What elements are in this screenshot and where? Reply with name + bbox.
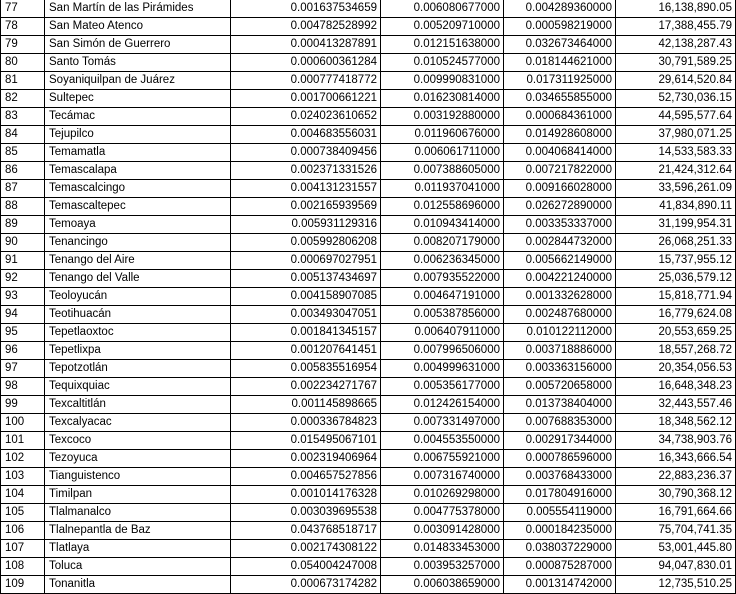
row-number: 87 xyxy=(1,180,45,198)
coefficient-2: 0.003091428000 xyxy=(381,522,504,540)
row-number: 98 xyxy=(1,378,45,396)
coefficient-2: 0.009990831000 xyxy=(381,72,504,90)
coefficient-2: 0.010943414000 xyxy=(381,216,504,234)
municipality-name: Texcaltitlán xyxy=(45,396,231,414)
amount: 37,980,071.25 xyxy=(616,126,736,144)
coefficient-3: 0.017311925000 xyxy=(504,72,616,90)
coefficient-2: 0.004553550000 xyxy=(381,432,504,450)
coefficient-3: 0.032673464000 xyxy=(504,36,616,54)
amount: 16,779,624.08 xyxy=(616,306,736,324)
row-number: 102 xyxy=(1,450,45,468)
coefficient-2: 0.006061711000 xyxy=(381,144,504,162)
amount: 32,443,557.46 xyxy=(616,396,736,414)
coefficient-2: 0.012558696000 xyxy=(381,198,504,216)
coefficient-2: 0.003192880000 xyxy=(381,108,504,126)
coefficient-1: 0.004782528992 xyxy=(231,18,381,36)
municipality-name: Tecámac xyxy=(45,108,231,126)
coefficient-1: 0.000697027951 xyxy=(231,252,381,270)
table-row xyxy=(1,126,736,144)
coefficient-3: 0.018144621000 xyxy=(504,54,616,72)
coefficient-1: 0.004158907085 xyxy=(231,288,381,306)
coefficient-1: 0.015495067101 xyxy=(231,432,381,450)
table-row xyxy=(1,288,736,306)
coefficient-3: 0.000184235000 xyxy=(504,522,616,540)
table-row xyxy=(1,216,736,234)
amount: 31,199,954.31 xyxy=(616,216,736,234)
amount: 15,737,955.12 xyxy=(616,252,736,270)
coefficient-1: 0.002319406964 xyxy=(231,450,381,468)
municipality-name: Timilpan xyxy=(45,486,231,504)
coefficient-1: 0.024023610652 xyxy=(231,108,381,126)
coefficient-3: 0.003363156000 xyxy=(504,360,616,378)
municipality-name: Tepetlaoxtoc xyxy=(45,324,231,342)
row-number: 90 xyxy=(1,234,45,252)
amount: 52,730,036.15 xyxy=(616,90,736,108)
table-row xyxy=(1,90,736,108)
table-row xyxy=(1,486,736,504)
amount: 16,648,348.23 xyxy=(616,378,736,396)
municipality-name: San Martín de las Pirámides xyxy=(45,0,231,18)
coefficient-1: 0.005137434697 xyxy=(231,270,381,288)
table-row xyxy=(1,144,736,162)
coefficient-3: 0.001332628000 xyxy=(504,288,616,306)
coefficient-3: 0.000684361000 xyxy=(504,108,616,126)
coefficient-3: 0.004221240000 xyxy=(504,270,616,288)
amount: 53,001,445.80 xyxy=(616,540,736,558)
table-row xyxy=(1,54,736,72)
amount: 34,738,903.76 xyxy=(616,432,736,450)
coefficient-3: 0.000786596000 xyxy=(504,450,616,468)
row-number: 89 xyxy=(1,216,45,234)
row-number: 84 xyxy=(1,126,45,144)
coefficient-2: 0.007316740000 xyxy=(381,468,504,486)
amount: 42,138,287.43 xyxy=(616,36,736,54)
municipality-name: Tezoyuca xyxy=(45,450,231,468)
table-row xyxy=(1,162,736,180)
coefficient-3: 0.002487680000 xyxy=(504,306,616,324)
coefficient-2: 0.004999631000 xyxy=(381,360,504,378)
coefficient-2: 0.006407911000 xyxy=(381,324,504,342)
amount: 16,791,664.66 xyxy=(616,504,736,522)
coefficient-1: 0.001145898665 xyxy=(231,396,381,414)
municipality-name: Sultepec xyxy=(45,90,231,108)
coefficient-3: 0.004289360000 xyxy=(504,0,616,18)
municipality-name: Temascalcingo xyxy=(45,180,231,198)
row-number: 103 xyxy=(1,468,45,486)
coefficient-3: 0.004068414000 xyxy=(504,144,616,162)
coefficient-3: 0.038037229000 xyxy=(504,540,616,558)
table-row xyxy=(1,108,736,126)
amount: 30,790,368.12 xyxy=(616,486,736,504)
amount: 30,791,589.25 xyxy=(616,54,736,72)
municipality-name: Texcoco xyxy=(45,432,231,450)
amount: 20,553,659.25 xyxy=(616,324,736,342)
row-number: 92 xyxy=(1,270,45,288)
municipality-name: Tenango del Aire xyxy=(45,252,231,270)
coefficient-2: 0.003953257000 xyxy=(381,558,504,576)
row-number: 107 xyxy=(1,540,45,558)
row-number: 82 xyxy=(1,90,45,108)
amount: 16,343,666.54 xyxy=(616,450,736,468)
municipality-name: Temascalapa xyxy=(45,162,231,180)
amount: 25,036,579.12 xyxy=(616,270,736,288)
coefficient-2: 0.008207179000 xyxy=(381,234,504,252)
coefficient-1: 0.005992806208 xyxy=(231,234,381,252)
coefficient-3: 0.017804916000 xyxy=(504,486,616,504)
municipality-name: Tonanitla xyxy=(45,576,231,594)
row-number: 96 xyxy=(1,342,45,360)
row-number: 88 xyxy=(1,198,45,216)
row-number: 101 xyxy=(1,432,45,450)
table-row xyxy=(1,0,736,18)
row-number: 106 xyxy=(1,522,45,540)
coefficient-2: 0.007935522000 xyxy=(381,270,504,288)
amount: 14,533,583.33 xyxy=(616,144,736,162)
row-number: 79 xyxy=(1,36,45,54)
coefficient-1: 0.001841345157 xyxy=(231,324,381,342)
coefficient-3: 0.005554119000 xyxy=(504,504,616,522)
amount: 18,348,562.12 xyxy=(616,414,736,432)
coefficient-2: 0.004775378000 xyxy=(381,504,504,522)
coefficient-2: 0.011937041000 xyxy=(381,180,504,198)
municipality-name: Tenancingo xyxy=(45,234,231,252)
row-number: 80 xyxy=(1,54,45,72)
table-row xyxy=(1,522,736,540)
table-row xyxy=(1,378,736,396)
row-number: 93 xyxy=(1,288,45,306)
row-number: 95 xyxy=(1,324,45,342)
table-row xyxy=(1,414,736,432)
amount: 18,557,268.72 xyxy=(616,342,736,360)
coefficient-2: 0.004647191000 xyxy=(381,288,504,306)
table-row xyxy=(1,432,736,450)
table-row xyxy=(1,450,736,468)
coefficient-1: 0.002174308122 xyxy=(231,540,381,558)
coefficient-1: 0.003039695538 xyxy=(231,504,381,522)
municipality-name: Tequixquiac xyxy=(45,378,231,396)
coefficient-1: 0.001700661221 xyxy=(231,90,381,108)
table-row xyxy=(1,198,736,216)
municipality-name: San Simón de Guerrero xyxy=(45,36,231,54)
table-row xyxy=(1,324,736,342)
coefficient-3: 0.007217822000 xyxy=(504,162,616,180)
coefficient-3: 0.026272890000 xyxy=(504,198,616,216)
coefficient-1: 0.000336784823 xyxy=(231,414,381,432)
municipality-name: Tlalnepantla de Baz xyxy=(45,522,231,540)
coefficient-2: 0.006080677000 xyxy=(381,0,504,18)
row-number: 104 xyxy=(1,486,45,504)
coefficient-2: 0.010269298000 xyxy=(381,486,504,504)
table-row xyxy=(1,540,736,558)
municipality-name: Teoloyucán xyxy=(45,288,231,306)
coefficient-2: 0.016230814000 xyxy=(381,90,504,108)
table-body xyxy=(1,0,736,594)
municipality-name: Tejupilco xyxy=(45,126,231,144)
coefficient-2: 0.007331497000 xyxy=(381,414,504,432)
coefficient-3: 0.002844732000 xyxy=(504,234,616,252)
coefficient-3: 0.003768433000 xyxy=(504,468,616,486)
coefficient-3: 0.005662149000 xyxy=(504,252,616,270)
amount: 33,596,261.09 xyxy=(616,180,736,198)
coefficient-2: 0.005387856000 xyxy=(381,306,504,324)
coefficient-2: 0.014833453000 xyxy=(381,540,504,558)
row-number: 81 xyxy=(1,72,45,90)
coefficient-1: 0.005931129316 xyxy=(231,216,381,234)
row-number: 108 xyxy=(1,558,45,576)
municipality-name: Temamatla xyxy=(45,144,231,162)
municipality-name: Tepetlixpa xyxy=(45,342,231,360)
coefficient-2: 0.006236345000 xyxy=(381,252,504,270)
municipality-name: Temascaltepec xyxy=(45,198,231,216)
coefficient-1: 0.004131231557 xyxy=(231,180,381,198)
coefficient-2: 0.007996506000 xyxy=(381,342,504,360)
coefficient-1: 0.003493047051 xyxy=(231,306,381,324)
row-number: 77 xyxy=(1,0,45,18)
row-number: 99 xyxy=(1,396,45,414)
coefficient-1: 0.001637534659 xyxy=(231,0,381,18)
row-number: 105 xyxy=(1,504,45,522)
coefficient-1: 0.004683556031 xyxy=(231,126,381,144)
coefficient-1: 0.000777418772 xyxy=(231,72,381,90)
municipality-name: Tenango del Valle xyxy=(45,270,231,288)
coefficient-2: 0.006038659000 xyxy=(381,576,504,594)
coefficient-2: 0.012426154000 xyxy=(381,396,504,414)
amount: 16,138,890.05 xyxy=(616,0,736,18)
amount: 12,735,510.25 xyxy=(616,576,736,594)
table-row xyxy=(1,270,736,288)
municipality-name: Santo Tomás xyxy=(45,54,231,72)
table-row xyxy=(1,468,736,486)
table-row xyxy=(1,18,736,36)
coefficient-1: 0.000673174282 xyxy=(231,576,381,594)
amount: 22,883,236.37 xyxy=(616,468,736,486)
municipality-name: San Mateo Atenco xyxy=(45,18,231,36)
row-number: 86 xyxy=(1,162,45,180)
municipality-name: Tlalmanalco xyxy=(45,504,231,522)
row-number: 97 xyxy=(1,360,45,378)
coefficient-1: 0.043768518717 xyxy=(231,522,381,540)
coefficient-1: 0.000600361284 xyxy=(231,54,381,72)
municipality-name: Tlatlaya xyxy=(45,540,231,558)
table-row xyxy=(1,72,736,90)
row-number: 91 xyxy=(1,252,45,270)
municipality-name: Temoaya xyxy=(45,216,231,234)
coefficient-2: 0.012151638000 xyxy=(381,36,504,54)
coefficient-1: 0.054004247008 xyxy=(231,558,381,576)
coefficient-3: 0.014928608000 xyxy=(504,126,616,144)
coefficient-3: 0.000598219000 xyxy=(504,18,616,36)
coefficient-2: 0.005356177000 xyxy=(381,378,504,396)
coefficient-1: 0.001207641451 xyxy=(231,342,381,360)
amount: 41,834,890.11 xyxy=(616,198,736,216)
coefficient-1: 0.000738409456 xyxy=(231,144,381,162)
amount: 15,818,771.94 xyxy=(616,288,736,306)
coefficient-1: 0.005835516954 xyxy=(231,360,381,378)
coefficient-1: 0.002234271767 xyxy=(231,378,381,396)
table-row xyxy=(1,576,736,594)
municipality-name: Tepotzotlán xyxy=(45,360,231,378)
table-row xyxy=(1,234,736,252)
table-row xyxy=(1,36,736,54)
amount: 44,595,577.64 xyxy=(616,108,736,126)
coefficient-3: 0.001314742000 xyxy=(504,576,616,594)
amount: 21,424,312.64 xyxy=(616,162,736,180)
coefficient-3: 0.003718886000 xyxy=(504,342,616,360)
coefficient-3: 0.003353337000 xyxy=(504,216,616,234)
coefficient-1: 0.002371331526 xyxy=(231,162,381,180)
coefficient-3: 0.000875287000 xyxy=(504,558,616,576)
amount: 29,614,520.84 xyxy=(616,72,736,90)
row-number: 100 xyxy=(1,414,45,432)
coefficient-1: 0.002165939569 xyxy=(231,198,381,216)
coefficient-1: 0.000413287891 xyxy=(231,36,381,54)
municipality-name: Toluca xyxy=(45,558,231,576)
row-number: 85 xyxy=(1,144,45,162)
amount: 94,047,830.01 xyxy=(616,558,736,576)
coefficient-3: 0.005720658000 xyxy=(504,378,616,396)
coefficient-3: 0.007688353000 xyxy=(504,414,616,432)
table-row xyxy=(1,180,736,198)
table-row xyxy=(1,360,736,378)
coefficient-3: 0.034655855000 xyxy=(504,90,616,108)
municipality-name: Texcalyacac xyxy=(45,414,231,432)
coefficient-3: 0.009166028000 xyxy=(504,180,616,198)
municipality-name: Soyaniquilpan de Juárez xyxy=(45,72,231,90)
municipality-name: Tianguistenco xyxy=(45,468,231,486)
row-number: 109 xyxy=(1,576,45,594)
coefficient-1: 0.004657527856 xyxy=(231,468,381,486)
amount: 17,388,455.79 xyxy=(616,18,736,36)
coefficient-2: 0.011960676000 xyxy=(381,126,504,144)
coefficient-2: 0.005209710000 xyxy=(381,18,504,36)
coefficient-2: 0.007388605000 xyxy=(381,162,504,180)
row-number: 94 xyxy=(1,306,45,324)
amount: 20,354,056.53 xyxy=(616,360,736,378)
table-row xyxy=(1,396,736,414)
coefficient-3: 0.013738404000 xyxy=(504,396,616,414)
amount: 75,704,741.35 xyxy=(616,522,736,540)
coefficient-3: 0.010122112000 xyxy=(504,324,616,342)
municipality-name: Teotihuacán xyxy=(45,306,231,324)
table-row xyxy=(1,342,736,360)
coefficient-1: 0.001014176328 xyxy=(231,486,381,504)
coefficient-3: 0.002917344000 xyxy=(504,432,616,450)
coefficient-2: 0.010524577000 xyxy=(381,54,504,72)
table-row xyxy=(1,504,736,522)
coefficient-2: 0.006755921000 xyxy=(381,450,504,468)
table-row xyxy=(1,252,736,270)
row-number: 78 xyxy=(1,18,45,36)
amount: 26,068,251.33 xyxy=(616,234,736,252)
table-row xyxy=(1,306,736,324)
table-row xyxy=(1,558,736,576)
row-number: 83 xyxy=(1,108,45,126)
